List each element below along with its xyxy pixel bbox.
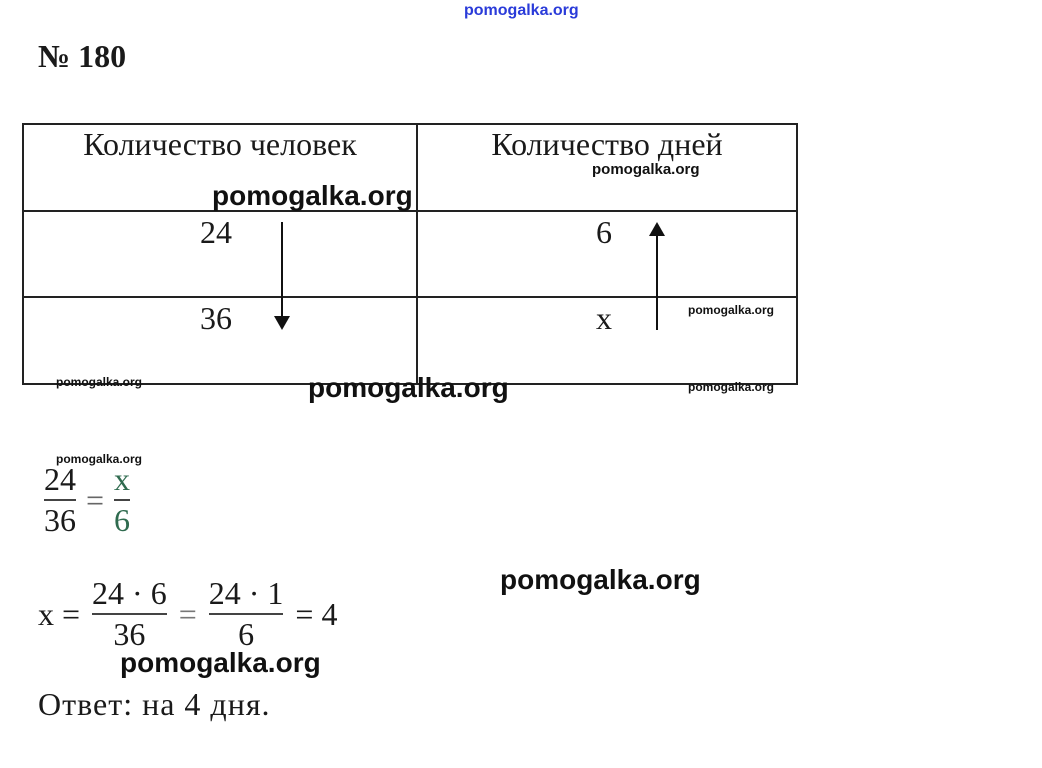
table-cell-people-2: 36 [200, 300, 232, 336]
denominator: 36 [113, 616, 146, 653]
down-arrow-head-icon [274, 316, 290, 330]
fraction-right [114, 462, 130, 538]
watermark: pomogalka.org [688, 303, 775, 317]
solution-result: = 4 [295, 595, 338, 632]
answer: Ответ: на 4 дня. [38, 686, 271, 722]
down-arrow-icon [281, 222, 283, 316]
watermark: pomogalka.org [308, 372, 509, 403]
column-header-days: Количество дней [491, 126, 723, 162]
watermark: pomogalka.org [56, 452, 143, 466]
table-cell-people-1: 24 [200, 214, 232, 250]
numerator: 24 · 6 [92, 575, 167, 611]
watermark: pomogalka.org [592, 161, 700, 178]
equals-sign: = [178, 595, 197, 632]
watermark: pomogalka.org [500, 564, 701, 595]
proportion [44, 462, 130, 538]
up-arrow-head-icon [649, 222, 665, 236]
solution-line [38, 576, 337, 652]
fraction-1 [92, 576, 167, 652]
numerator: 24 · 1 [208, 575, 284, 611]
fraction-2 [209, 576, 284, 652]
equals-sign: = [86, 481, 105, 518]
watermark: pomogalka.org [212, 180, 413, 211]
watermark: pomogalka.org [56, 375, 143, 389]
watermark: pomogalka.org [120, 647, 321, 678]
watermark: pomogalka.org [688, 380, 775, 394]
up-arrow-icon [656, 236, 658, 330]
column-header-people: Количество человек [83, 126, 357, 162]
table-cell-days-1: 6 [596, 214, 612, 250]
denominator: 6 [238, 616, 255, 653]
problem-number: № 180 [38, 38, 127, 74]
solution-variable: x = [38, 595, 81, 632]
numerator: x [114, 461, 131, 497]
fraction-left [44, 462, 76, 538]
top-watermark: pomogalka.org [464, 2, 579, 19]
denominator: 36 [44, 502, 76, 539]
table-row-divider [22, 296, 798, 298]
denominator: 6 [114, 502, 131, 539]
table-cell-days-2: x [596, 300, 612, 336]
numerator: 24 [44, 461, 76, 497]
